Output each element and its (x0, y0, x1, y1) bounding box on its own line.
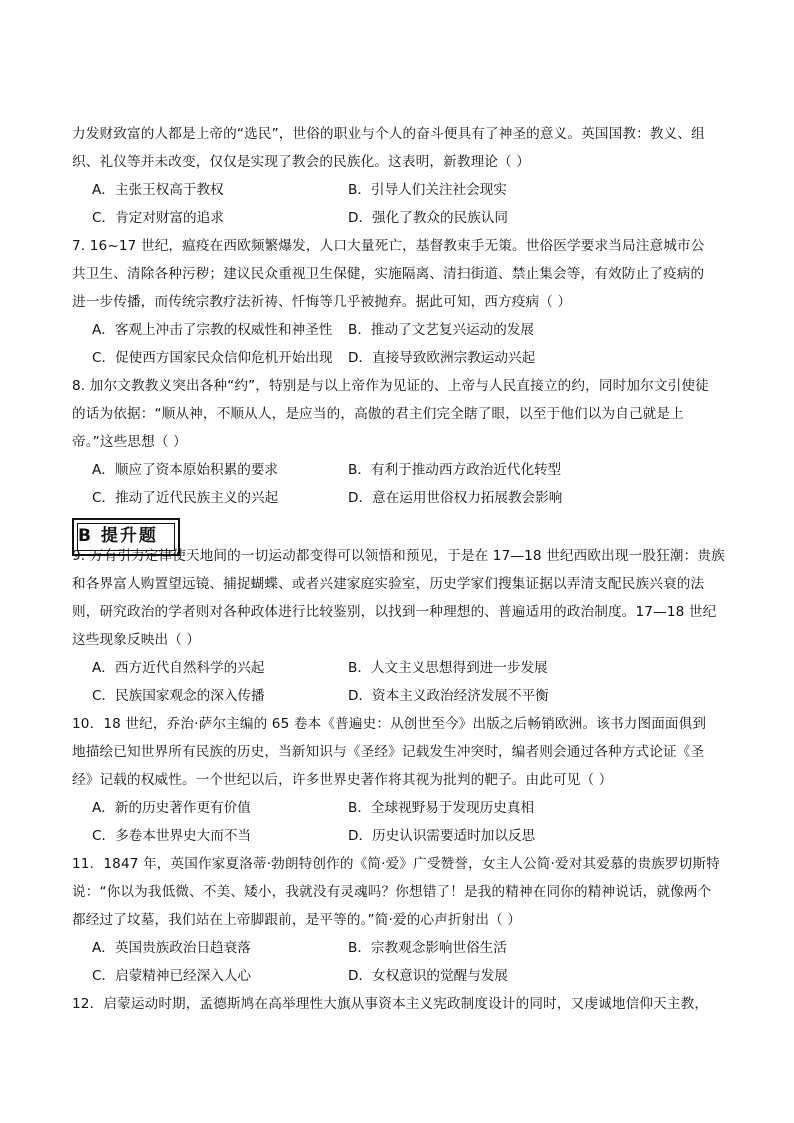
question-text-line: 织、礼仪等并未改变，仅仅是实现了教会的民族化。这表明，新教理论（ ） (72, 154, 531, 170)
question-9-text: 和各界富人购置望远镜、捕捉蝴蝶、或者兴建家庭实验室，历史学家们搜集证据以弄清支配民族兴衰的法 (72, 576, 705, 592)
option-a[interactable]: A．顺应了资本原始积累的要求 (92, 462, 279, 478)
option-c[interactable]: C．民族国家观念的深入传播 (92, 688, 265, 704)
question-11-text: 说：“你以为我低微、不美、矮小，我就没有灵魂吗？你想错了！是我的精神在同你的精神说话，就像两个 (72, 884, 712, 900)
option-a[interactable]: A．新的历史著作更有价值 (92, 800, 251, 816)
option-c[interactable]: C．多卷本世界史大而不当 (92, 828, 252, 844)
option-b[interactable]: B．有利于推动西方政治近代化转型 (348, 462, 562, 478)
question-8-text: 的话为依据：“顺从神，不顺从人，是应当的，高傲的君主们完全瞎了眼，以至于他们以为自己就是上 (72, 406, 684, 422)
option-a[interactable]: A．客观上冲击了宗教的权威性和神圣性 (92, 322, 333, 338)
option-d[interactable]: D．直接导致欧洲宗教运动兴起 (348, 350, 536, 366)
option-d[interactable]: D．强化了教众的民族认同 (348, 210, 508, 226)
option-d[interactable]: D．历史认识需要适时加以反思 (348, 828, 536, 844)
question-7-text: 7. 16~17 世纪，瘟疫在西欧频繁爆发，人口大量死亡，基督教束手无策。世俗医学要求当局注意城市公 (72, 238, 705, 254)
question-9-text: 则，研究政治的学者则对各种政体进行比较鉴别，以找到一种理想的、普遍适用的政治制度。17—18 世纪 (72, 604, 717, 620)
option-a[interactable]: A．英国贵族政治日趋衰落 (92, 940, 251, 956)
question-12-text: 12．启蒙运动时期，孟德斯鸠在高举理性大旗从事资本主义宪政制度设计的同时，又虔诚地信仰天主教， (72, 996, 709, 1012)
question-10-text: 地描绘已知世界所有民族的历史，当新知识与《圣经》记载发生冲突时，编者则会通过各种方式论证《圣 (72, 744, 705, 760)
option-c[interactable]: C．启蒙精神已经深入人心 (92, 968, 252, 984)
option-b[interactable]: B．推动了文艺复兴运动的发展 (348, 322, 535, 338)
question-11-text: 都经过了坟墓，我们站在上帝脚跟前，是平等的。”简·爱的心声折射出（ ） (72, 912, 522, 928)
option-a[interactable]: A．西方近代自然科学的兴起 (92, 660, 265, 676)
question-8-text: 帝。”这些思想（ ） (72, 434, 187, 450)
question-7-text: 进一步传播，而传统宗教疗法祈祷、忏悔等几乎被抛弃。据此可知，西方疫病（ ） (72, 294, 572, 310)
option-c[interactable]: C．促使西方国家民众信仰危机开始出现 (92, 350, 333, 366)
question-text-line: 力发财致富的人都是上帝的“选民”，世俗的职业与个人的奋斗便具有了神圣的意义。英国国教：教义、组 (72, 126, 705, 142)
question-9-text: 这些现象反映出（ ） (72, 632, 201, 648)
question-8-text: 8. 加尔文教教义突出各种“约”，特别是与以上帝作为见证的、上帝与人民直接立的约，同时加尔文引使徒 (72, 378, 709, 394)
question-7-text: 共卫生、清除各种污秽；建议民众重视卫生保健，实施隔离、清扫街道、禁止集会等，有效防止了疫病的 (72, 266, 705, 282)
question-11-text: 11．1847 年，英国作家夏洛蒂·勃朗特创作的《简·爱》广受赞誉，女主人公简·爱对其爱慕的贵族罗切斯特 (72, 856, 720, 872)
option-b[interactable]: B．宗教观念影响世俗生活 (348, 940, 507, 956)
option-b[interactable]: B．全球视野易于发现历史真相 (348, 800, 535, 816)
option-a[interactable]: A．主张王权高于教权 (92, 182, 224, 198)
option-d[interactable]: D．意在运用世俗权力拓展教会影响 (348, 490, 563, 506)
option-b[interactable]: B．引导人们关注社会现实 (348, 182, 507, 198)
question-10-text: 经》记载的权威性。一个世纪以后，许多世界史著作将其视为批判的靶子。由此可见（ ） (72, 772, 613, 788)
question-9-text: 9. 万有引力定律使天地间的一切运动都变得可以领悟和预见，于是在 17—18 世纪西欧出现一股狂潮：贵族 (72, 548, 725, 564)
option-b[interactable]: B．人文主义思想得到进一步发展 (348, 660, 548, 676)
section-title: B 提升题 (78, 526, 158, 546)
question-10-text: 10．18 世纪，乔治·萨尔主编的 65 卷本《普遍史：从创世至今》出版之后畅销欧洲。该书力图面面俱到 (72, 716, 707, 732)
option-c[interactable]: C．肯定对财富的追求 (92, 210, 224, 226)
option-d[interactable]: D．资本主义政治经济发展不平衡 (348, 688, 549, 704)
option-d[interactable]: D．女权意识的觉醒与发展 (348, 968, 508, 984)
option-c[interactable]: C．推动了近代民族主义的兴起 (92, 490, 279, 506)
